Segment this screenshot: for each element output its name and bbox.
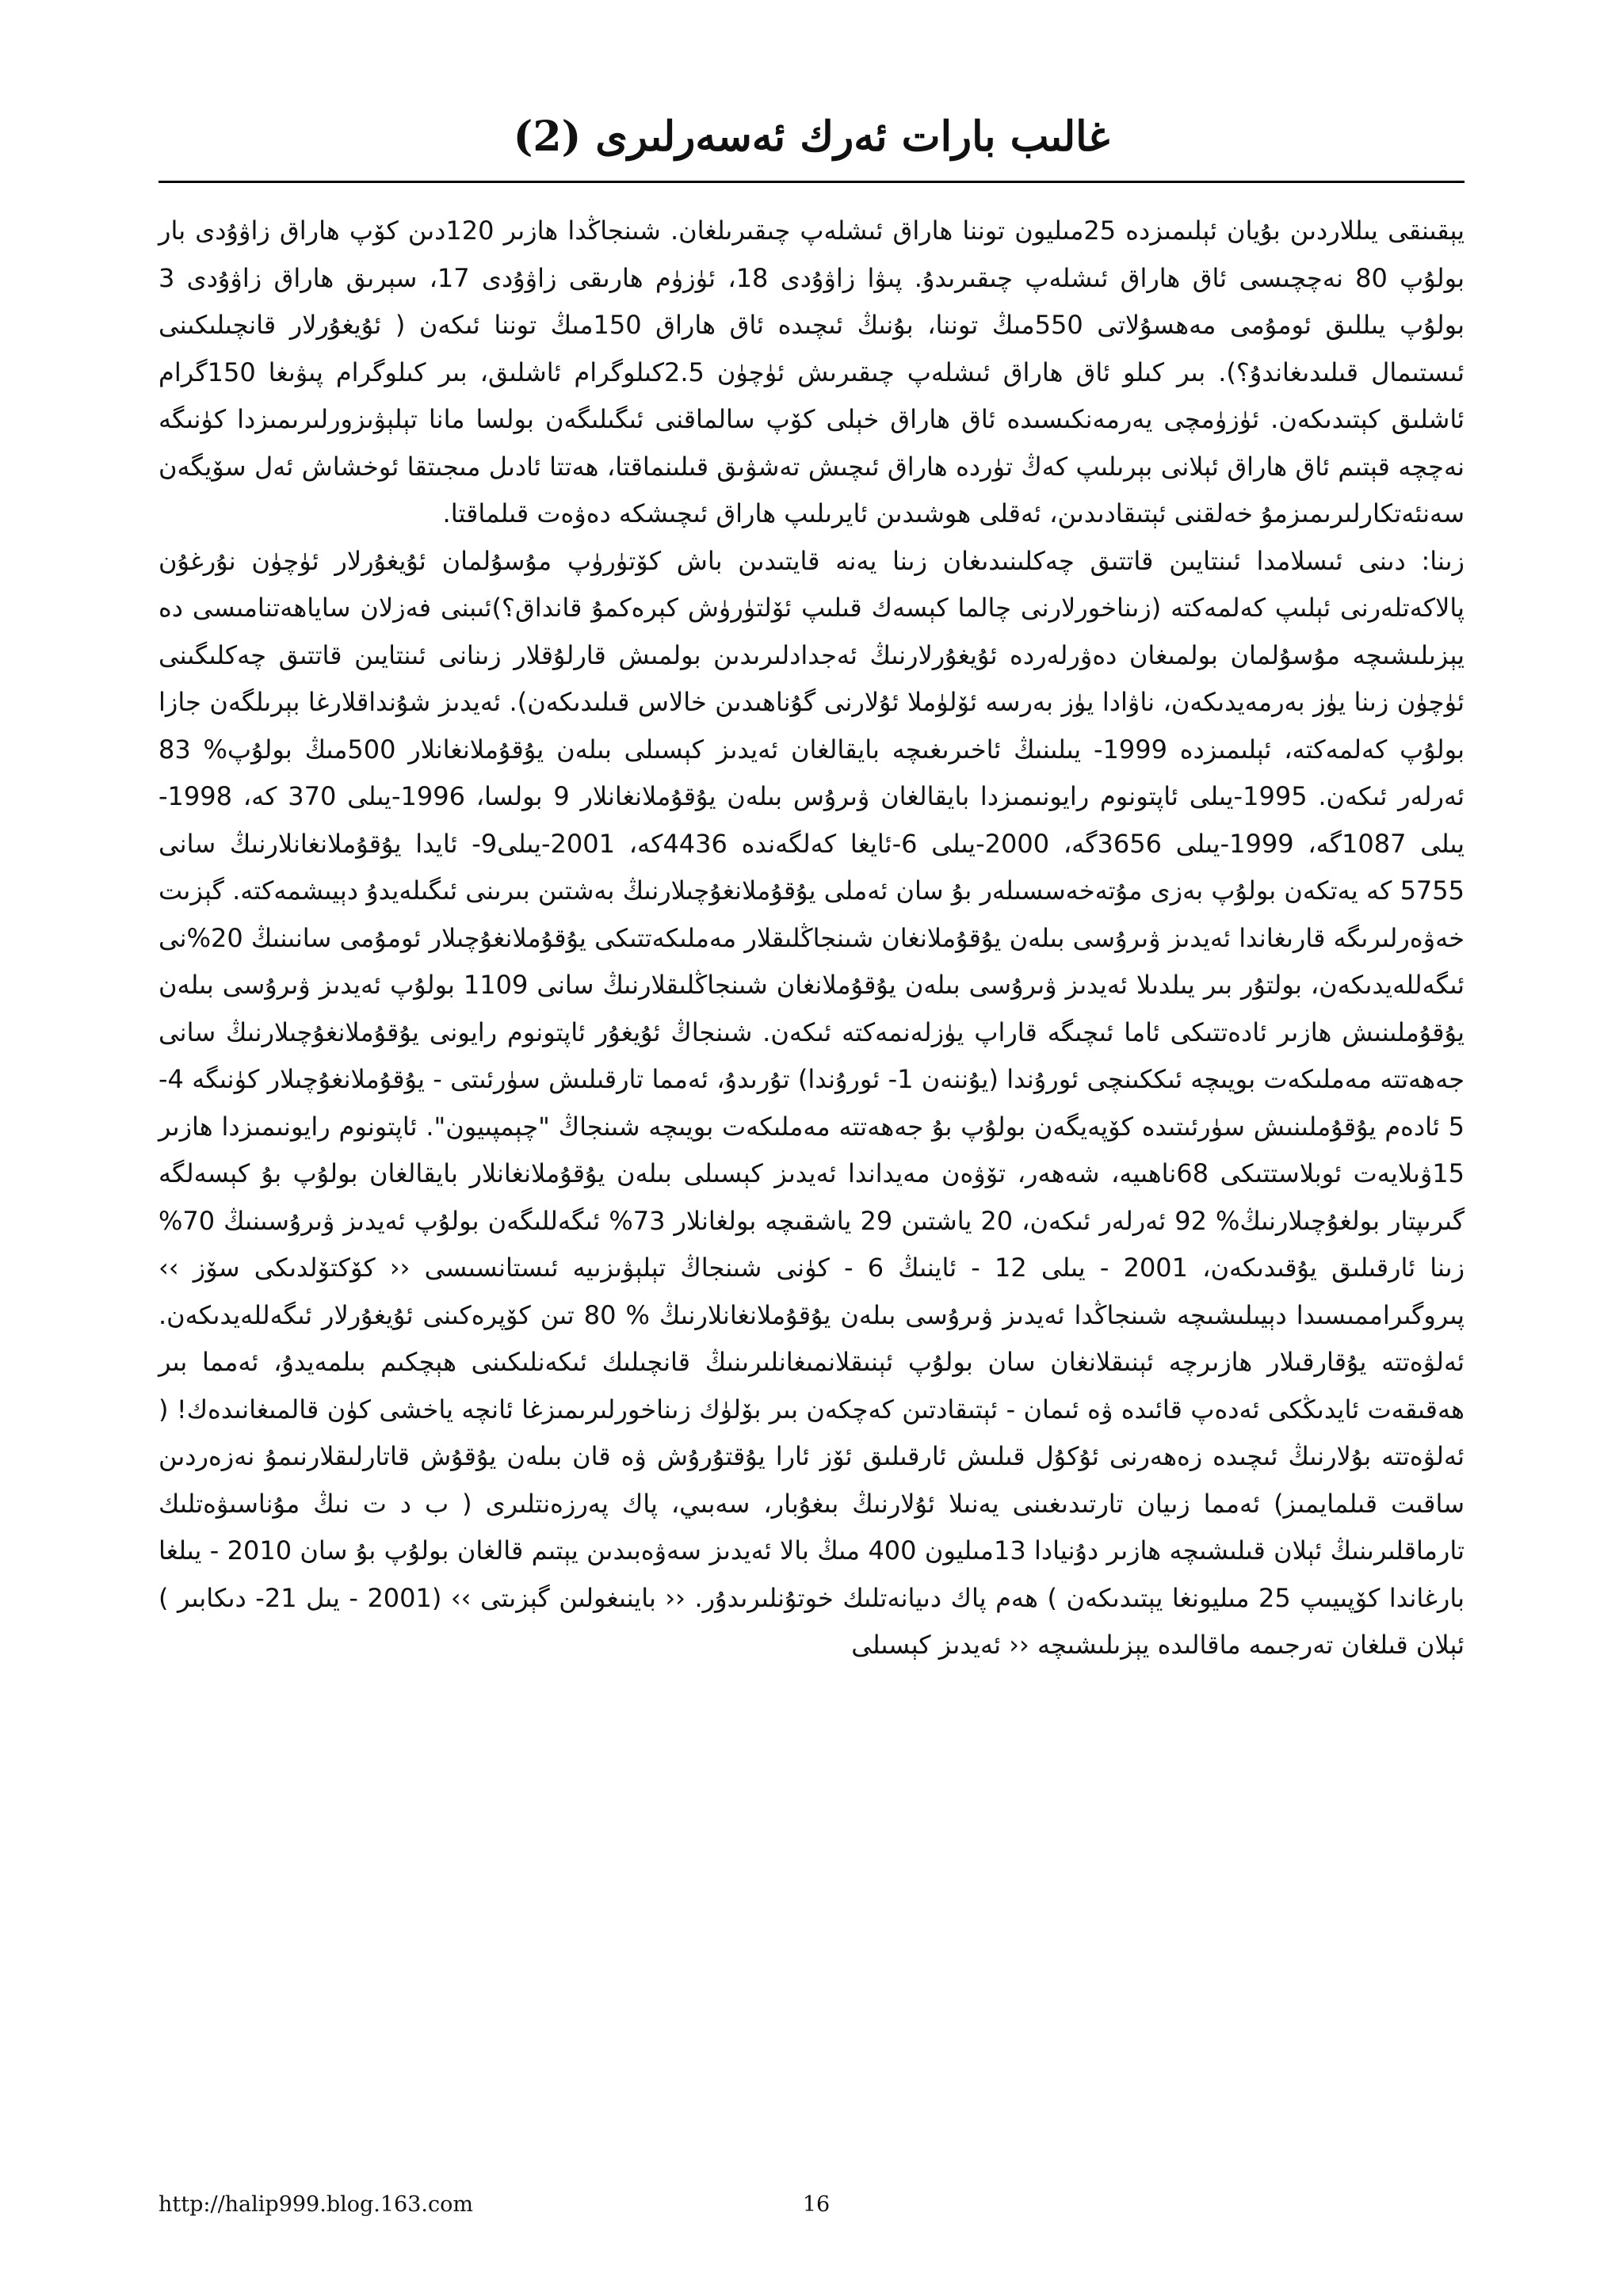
title-divider	[158, 181, 1465, 183]
page-number: 16	[802, 2192, 831, 2217]
body-text	[158, 208, 1465, 1669]
page-title: غالىب بارات ئەرك ئەسەرلىرى (2)	[513, 113, 1110, 161]
paragraph-zina-aids: زىنا: دىنى ئىسلامدا ئىنتايىن قاتتىق چەكلىنىدىغان زىنا يەنە قايتىدىن باش كۆتۈرۈپ مۇسۇلمان ئۇيغۇرلار ئۈچۈن نۇرغۇن پالاكەتلەرنى ئېلىپ كەلمەكتە (زىناخورلارنى چالما كېسەك قىلىپ ئۆلتۈرۈش كېرەكمۇ قانداق؟)ئىبنى فەزلان ساياھەتنامىسى دە يېزىلىشىچە مۇسۇلمان بولمىغان دەۋرلەردە ئۇيغۇرلارنىڭ ئەجدادلىرىدىن بولمىش قارلۇقلار زىنانى ئىنتايىن قاتتىق چەكلىگىنى ئۈچۈن زىنا يۈز بەرمەيدىكەن، ناۋادا يۈز بەرسە ئۆلۈملا ئۇلارنى گۇناھىدىن خالاس قىلىدىكەن). ئەيدىز شۇنداقلارغا بېرىلگەن جازا بولۇپ كەلمەكتە، ئېلىمىزدە 1999- يىلىنىڭ ئاخىرىغىچە بايقالغان ئەيدىز كېسىلى بىلەن يۇقۇملانغانلار 500مىڭ بولۇپ% 83 ئەرلەر ئىكەن. 1995-يىلى ئاپتونوم رايونىمىزدا بايقالغان ۋىرۇس بىلەن يۇقۇملانغانلار 9 بولسا، 1996-يىلى 370 كە، 1998-يىلى 1087گە، 1999-يىلى 3656گە، 2000-يىلى 6-ئايغا كەلگەندە 4436كە، 2001-يىلى9- ئايدا يۇقۇملانغانلارنىڭ سانى 5755 كە يەتكەن بولۇپ بەزى مۇتەخەسسىلەر بۇ سان ئەملى يۇقۇملانغۇچىلارنىڭ بەشتىن بىرىنى ئىگىلەيدۇ دېيىشمەكتە. گېزىت خەۋەرلىرىگە قارىغاندا ئەيدىز ۋىرۇسى بىلەن يۇقۇملانغان شىنجاڭلىقلار مەملىكەتتىكى يۇقۇملانغۇچىلار ئومۇمى سانىنىڭ 20%نى ئىگەللەيدىكەن، بولتۇر بىر يىلدىلا ئەيدىز ۋىرۇسى بىلەن يۇقۇملانغان شىنجاڭلىقلارنىڭ سانى 1109 بولۇپ ئەيدىز ۋىرۇسى بىلەن يۇقۇملىنىش ھازىر ئادەتتىكى ئاما ئىچىگە قاراپ يۈزلەنمەكتە ئىكەن. شىنجاڭ ئۇيغۇر ئاپتونوم رايونى يۇقۇملانغۇچىلارنىڭ سانى جەھەتتە مەملىكەت بويىچە ئىككىنچى ئورۇندا (يۇننەن 1- ئورۇندا) تۇرىدۇ، ئەمما تارقىلىش سۈرئىتى - يۇقۇملانغۇچىلار كۈنىگە 4- 5 ئادەم يۇقۇملىنىش سۈرئىتىدە كۆپەيگەن بولۇپ بۇ جەھەتتە مەملىكەت بويىچە شىنجاڭ "چېمپىيون". ئاپتونوم رايونىمىزدا ھازىر 15ۋىلايەت ئوبلاستتىكى 68ناھىيە، شەھەر، تۆۋەن مەيداندا ئەيدىز كېسىلى بىلەن يۇقۇملانغانلار بايقالغان بولۇپ بۇ كېسەلگە گىرىپتار بولغۇچىلارنىڭ% 92 ئەرلەر ئىكەن، 20 ياشتىن 29 ياشقىچە بولغانلار 73% ئىگەللىگەن بولۇپ ئەيدىز ۋىرۇسىنىڭ 70% زىنا ئارقىلىق يۇقىدىكەن، 2001 - يىلى 12 - ئاينىڭ 6 - كۈنى شىنجاڭ تېلېۋىزىيە ئىستانسىسى ‹‹ كۆكتۆلدىكى سۆز ›› پىروگىراممىسىدا دېيىلىشىچە شىنجاڭدا ئەيدىز ۋىرۇسى بىلەن يۇقۇملانغانلارنىڭ % 80 تىن كۆپرەكىنى ئۇيغۇرلار ئىگەللەيدىكەن. ئەلۋەتتە يۇقارقىلار ھازىرچە ئېنىقلانغان سان بولۇپ ئېنىقلانمىغانلىرىنىڭ قانچىلىك ئىكەنلىكىنى ھېچكىم بىلمەيدۇ، ئەمما بىر ھەقىقەت ئايدىڭكى ئەدەپ قائىدە ۋە ئىمان - ئېتىقادتىن كەچكەن بىر بۆلۈك زىناخورلىرىمىزغا ئانچە ياخشى كۈن قالمىغانىدەك! ( ئەلۋەتتە بۇلارنىڭ ئىچىدە زەھەرنى ئۇكۇل قىلىش ئارقىلىق ئۆز ئارا يۇقتۇرۇش ۋە قان بىلەن يۇقۇش قاتارلىقلارنىمۇ نەزەردىن ساقىت قىلمايمىز) ئەمما زىيان تارتىدىغىنى يەنىلا ئۇلارنىڭ بىغۇبار، سەبىي، پاك پەرزەنتلىرى ( ب د ت نىڭ مۇناسىۋەتلىك تارماقلىرىنىڭ ئېلان قىلىشىچە ھازىر دۇنيادا 13مىليون 400 مىڭ بالا ئەيدىز سەۋەبىدىن يېتىم قالغان بولۇپ بۇ سان 2010 - يىلغا بارغاندا كۆپىيىپ 25 مىليونغا يېتىدىكەن ) ھەم پاك دىيانەتلىك خوتۇنلىرىدۇر. ‹‹ باينىغولىن گېزىتى ›› (2001 - يىل 21- دىكابىر ) ئېلان قىلغان تەرجىمە ماقالىدە يېزىلىشىچە ‹‹ ئەيدىز كېسىلى	[158, 545, 1465, 1660]
paragraph-alcohol: يېقىنقى يىللاردىن بۇيان ئېلىمىزدە 25مىليون توننا ھاراق ئىشلەپ چىقىرىلغان. شىنجاڭدا ھازىر 120دىن كۆپ ھاراق زاۋۇدى بار بولۇپ 80 نەچچىسى ئاق ھاراق ئىشلەپ چىقىرىدۇ. پىۋا زاۋۇدى 18، ئۈزۈم ھارىقى زاۋۇدى 17، سېرىق ھاراق زاۋۇدى 3 بولۇپ يىللىق ئومۇمى مەھسۇلاتى 550مىڭ توننا، بۇنىڭ ئىچىدە ئاق ھاراق 150مىڭ توننا ئىكەن ( ئۇيغۇرلار قانچىلىكىنى ئىستىمال قىلىدىغاندۇ؟). بىر كىلو ئاق ھاراق ئىشلەپ چىقىرىش ئۈچۈن 2.5كىلوگرام ئاشلىق، بىر كىلوگرام پىۋىغا 150گرام ئاشلىق كېتىدىكەن. ئۈزۈمچى يەرمەنكىسىدە ئاق ھاراق خېلى كۆپ سالماقنى ئىگىلىگەن بولسا مانا تېلېۋىزورلىرىمىزدا كۈنىگە نەچچە قېتىم ئاق ھاراق ئېلانى بېرىلىپ كەڭ تۈردە ھاراق ئىچىش تەشۋىق قىلىنماقتا، ھەتتا ئادىل مىجىتقا ئوخشاش ئەل سۆيگەن سەنئەتكارلىرىمىزمۇ خەلقنى ئېتىقادىدىن، ئەقلى ھوشىدىن ئايرىلىپ ھاراق ئىچىشكە دەۋەت قىلماقتا.	[158, 215, 1465, 528]
footer-url: http://halip999.blog.163.com	[158, 2192, 473, 2217]
